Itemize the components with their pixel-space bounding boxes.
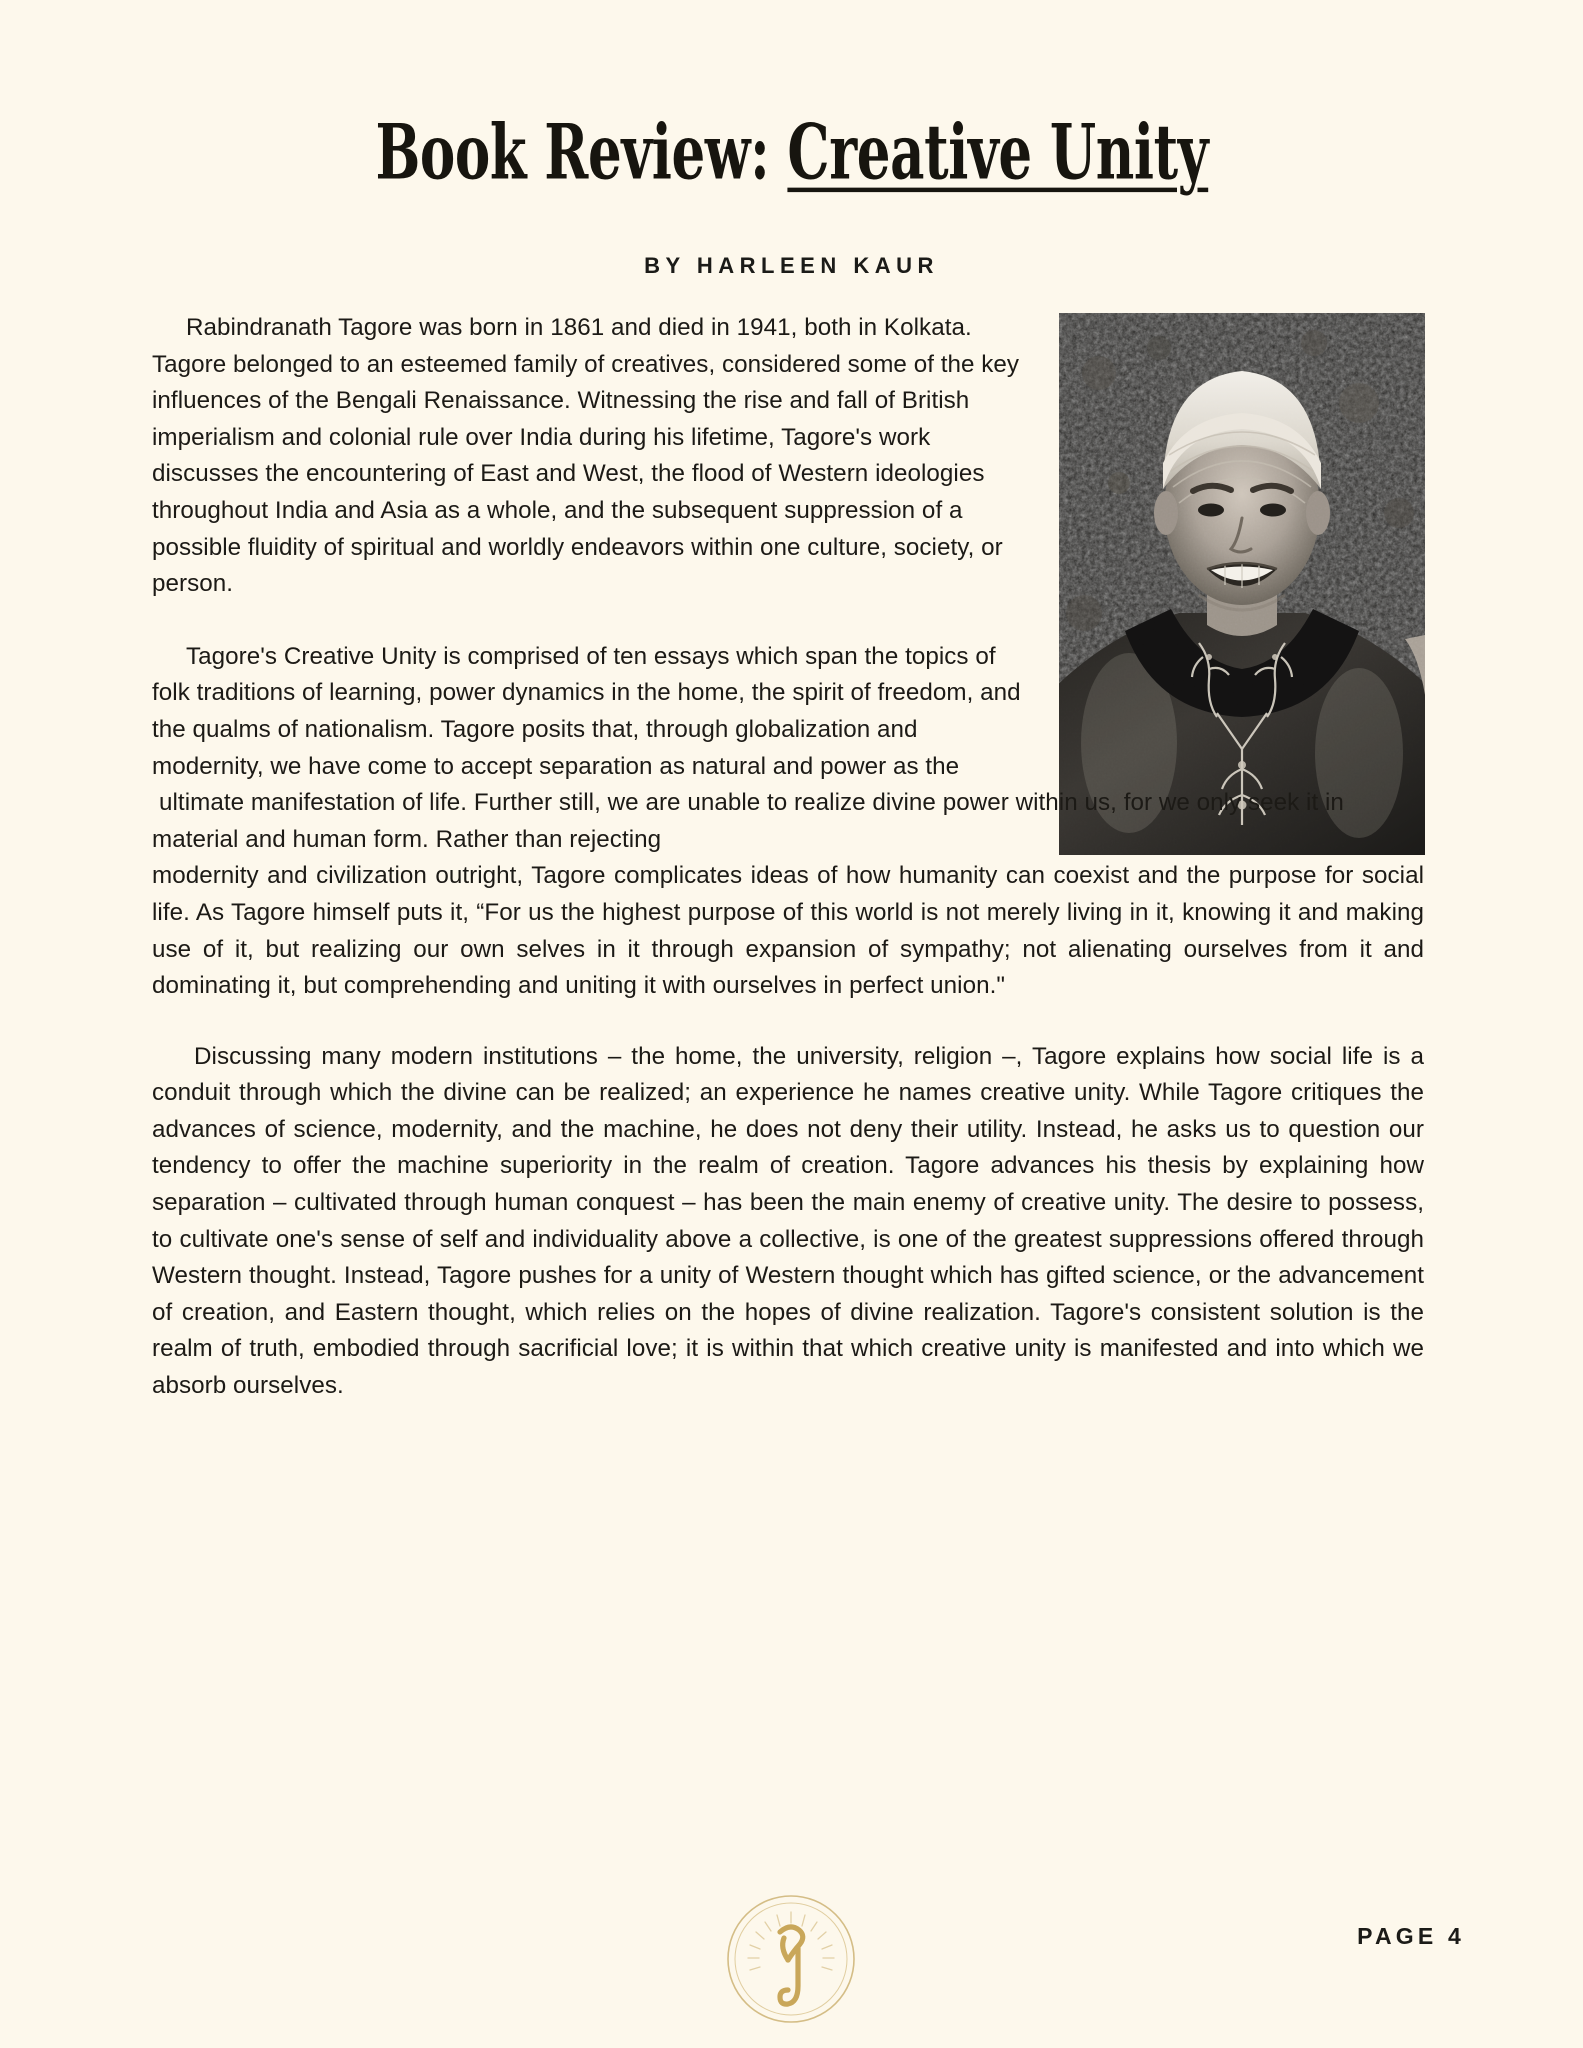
title-text bbox=[375, 108, 1208, 198]
paragraph-2a-text: Tagore's Creative Unity is comprised of ten essays which span the topics of folk traditions of learning, power dynamics in the home, the spirit of freedom, and the qualms of nationalism. Tagore posits that, through globalization and modernity, we have come to accept separation as natural and power as the bbox=[152, 642, 1021, 780]
paragraph-1-text: Rabindranath Tagore was born in 1861 and died in 1941, both in Kolkata. Tagore belonged to an esteemed family of creatives, considered some of the key influences of the Bengali Renaissance. Witnessing the rise and fall of British imperialism and colonial rule over India during his lifetime, Tagore's work discusses the encountering of East and West, the flood of Western ideologies throughout India and Asia as a whole, and the subsequent suppression of a possible fluidity of spiritual and worldly endeavors within one culture, society, or person. bbox=[152, 314, 1020, 598]
page-number: PAGE 4 bbox=[1357, 1923, 1465, 1949]
title-prefix: Book Review: bbox=[375, 108, 788, 198]
gurmukhi-monogram-sun-icon bbox=[722, 1890, 860, 2028]
article-body bbox=[152, 310, 1424, 1405]
byline: BY HARLEEN KAUR bbox=[644, 253, 939, 278]
title-book-name: Creative Unity bbox=[787, 108, 1208, 198]
paragraph-2b-text: ultimate manifestation of life. Further still, we are unable to realize divine power within us, for we only seek it in material and human form. Rather than rejecting bbox=[152, 789, 1344, 853]
paragraph-3-text: Discussing many modern institutions – the home, the university, religion –, Tagore explains how social life is a conduit through which the divine can be realized; an experience he names creative unity. While Tagore critiques the advances of science, modernity, and the machine, he does not deny their utility. Instead, he asks us to question our tendency to offer the machine superiority in the realm of creation. Tagore advances his thesis by explaining how separation – cultivated through human conquest – has been the main enemy of creative unity. The desire to possess, to cultivate one's sense of self and individuality above a collective, is one of the greatest suppressions offered through Western thought. Instead, Tagore pushes for a unity of Western thought which has gifted science, or the advancement of creation, and Eastern thought, which relies on the hopes of divine realization. Tagore's consistent solution is the realm of truth, embodied through sacrificial love; it is within that which creative unity is manifested and into which we absorb ourselves. bbox=[152, 1042, 1424, 1400]
paragraph-2c-text: modernity and civilization outright, Tagore complicates ideas of how humanity can coexist and the purpose for social life. As Tagore himself puts it, “For us the highest purpose of this world is not merely living in it, knowing it and making use of it, but realizing our own selves in it through expansion of sympathy; not alienating ourselves from it and dominating it, but comprehending and uniting it with ourselves in perfect union." bbox=[152, 862, 1424, 1000]
paragraph-spacer bbox=[152, 603, 1424, 639]
page-title bbox=[0, 108, 1583, 198]
paragraph-spacer bbox=[152, 1005, 1424, 1039]
paragraph-2c bbox=[152, 858, 1424, 1004]
footer-logo bbox=[722, 1890, 860, 2028]
paragraph-2a bbox=[152, 639, 1032, 785]
paragraph-3 bbox=[152, 1039, 1424, 1405]
paragraph-2b bbox=[152, 785, 1424, 858]
paragraph-1 bbox=[152, 310, 1032, 603]
